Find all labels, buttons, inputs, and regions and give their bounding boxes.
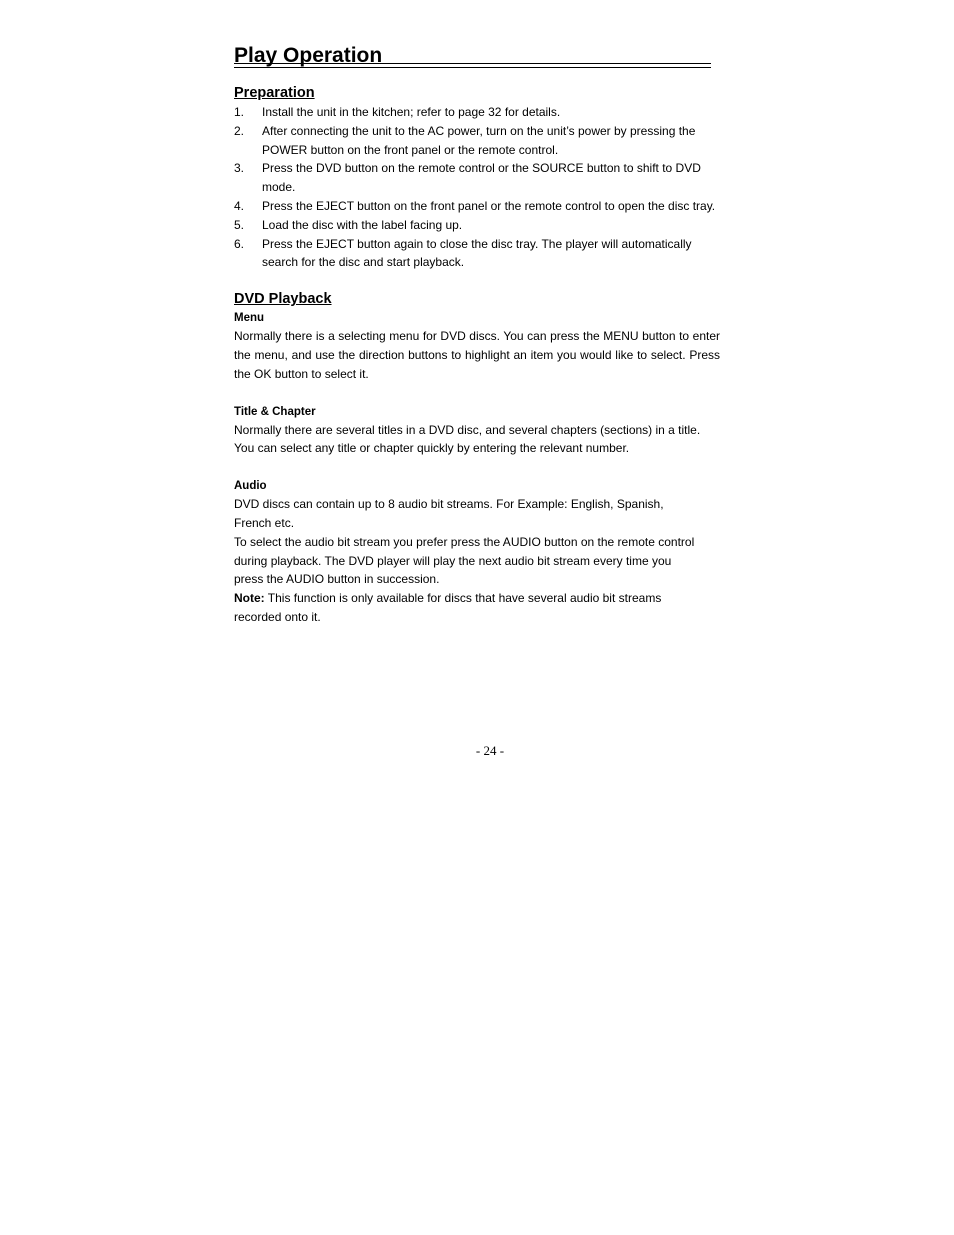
preparation-step — [234, 122, 720, 160]
preparation-step — [234, 235, 720, 273]
title-underline-top — [234, 63, 711, 64]
menu-heading: Menu — [234, 312, 265, 325]
step-number: 1. — [234, 105, 245, 119]
audio-line: DVD discs can contain up to 8 audio bit streams. For Example: English, Spanish, — [234, 497, 664, 512]
menu-paragraph: Normally there is a selecting menu for DVD discs. You can press the MENU button to enter the menu, and use the direction buttons to highlight an item you would like to select. Press the OK button to select it. — [234, 329, 720, 381]
note-text-continued: recorded onto it. — [234, 609, 321, 624]
audio-heading: Audio — [234, 480, 267, 493]
step-number: 5. — [234, 217, 245, 232]
step-text: Press the DVD button on the remote control or the SOURCE button to shift to DVD mode. — [262, 161, 701, 195]
preparation-step — [234, 103, 720, 122]
step-text: Install the unit in the kitchen; refer to page 32 for details. — [262, 105, 561, 119]
step-number: 6. — [234, 236, 245, 251]
preparation-step — [234, 159, 720, 197]
title-underline-bottom — [234, 67, 711, 68]
step-text: After connecting the unit to the AC power, turn on the unit’s power by pressing the POWER button on the front panel or the remote control. — [262, 123, 696, 157]
page-title-block — [234, 42, 711, 68]
audio-line: To select the audio bit stream you prefer press the AUDIO button on the remote control — [234, 534, 695, 549]
note-text: This function is only available for discs that have several audio bit streams — [264, 591, 662, 606]
title-chapter-line: You can select any title or chapter quickly by entering the relevant number. — [234, 441, 630, 456]
preparation-steps-list — [234, 103, 720, 272]
page-title: Play Operation — [234, 44, 383, 67]
note-label: Note: — [234, 591, 265, 606]
step-number: 3. — [234, 161, 245, 176]
title-chapter-heading: Title & Chapter — [234, 405, 316, 418]
page-number: - 24 - — [475, 743, 505, 758]
document-page — [234, 42, 720, 627]
title-chapter-line: Normally there are several titles in a DVD disc, and several chapters (sections) in a title. — [234, 422, 701, 437]
step-number: 4. — [234, 198, 245, 213]
audio-paragraph — [234, 495, 720, 589]
step-number: 2. — [234, 123, 245, 138]
step-text: Press the EJECT button again to close the disc tray. The player will automatically search for the disc and start playback. — [262, 236, 692, 270]
title-chapter-paragraph — [234, 421, 720, 459]
audio-line: press the AUDIO button in succession. — [234, 572, 440, 587]
preparation-heading: Preparation — [234, 85, 315, 101]
audio-line: French etc. — [234, 515, 295, 530]
note-paragraph — [234, 589, 720, 627]
audio-line: during playback. The DVD player will play the next audio bit stream every time you — [234, 553, 672, 568]
dvd-playback-heading: DVD Playback — [234, 291, 332, 308]
preparation-step — [234, 216, 720, 235]
step-text: Press the EJECT button on the front panel or the remote control to open the disc tray. — [262, 198, 716, 213]
preparation-step — [234, 197, 720, 216]
step-text: Load the disc with the label facing up. — [262, 217, 463, 232]
